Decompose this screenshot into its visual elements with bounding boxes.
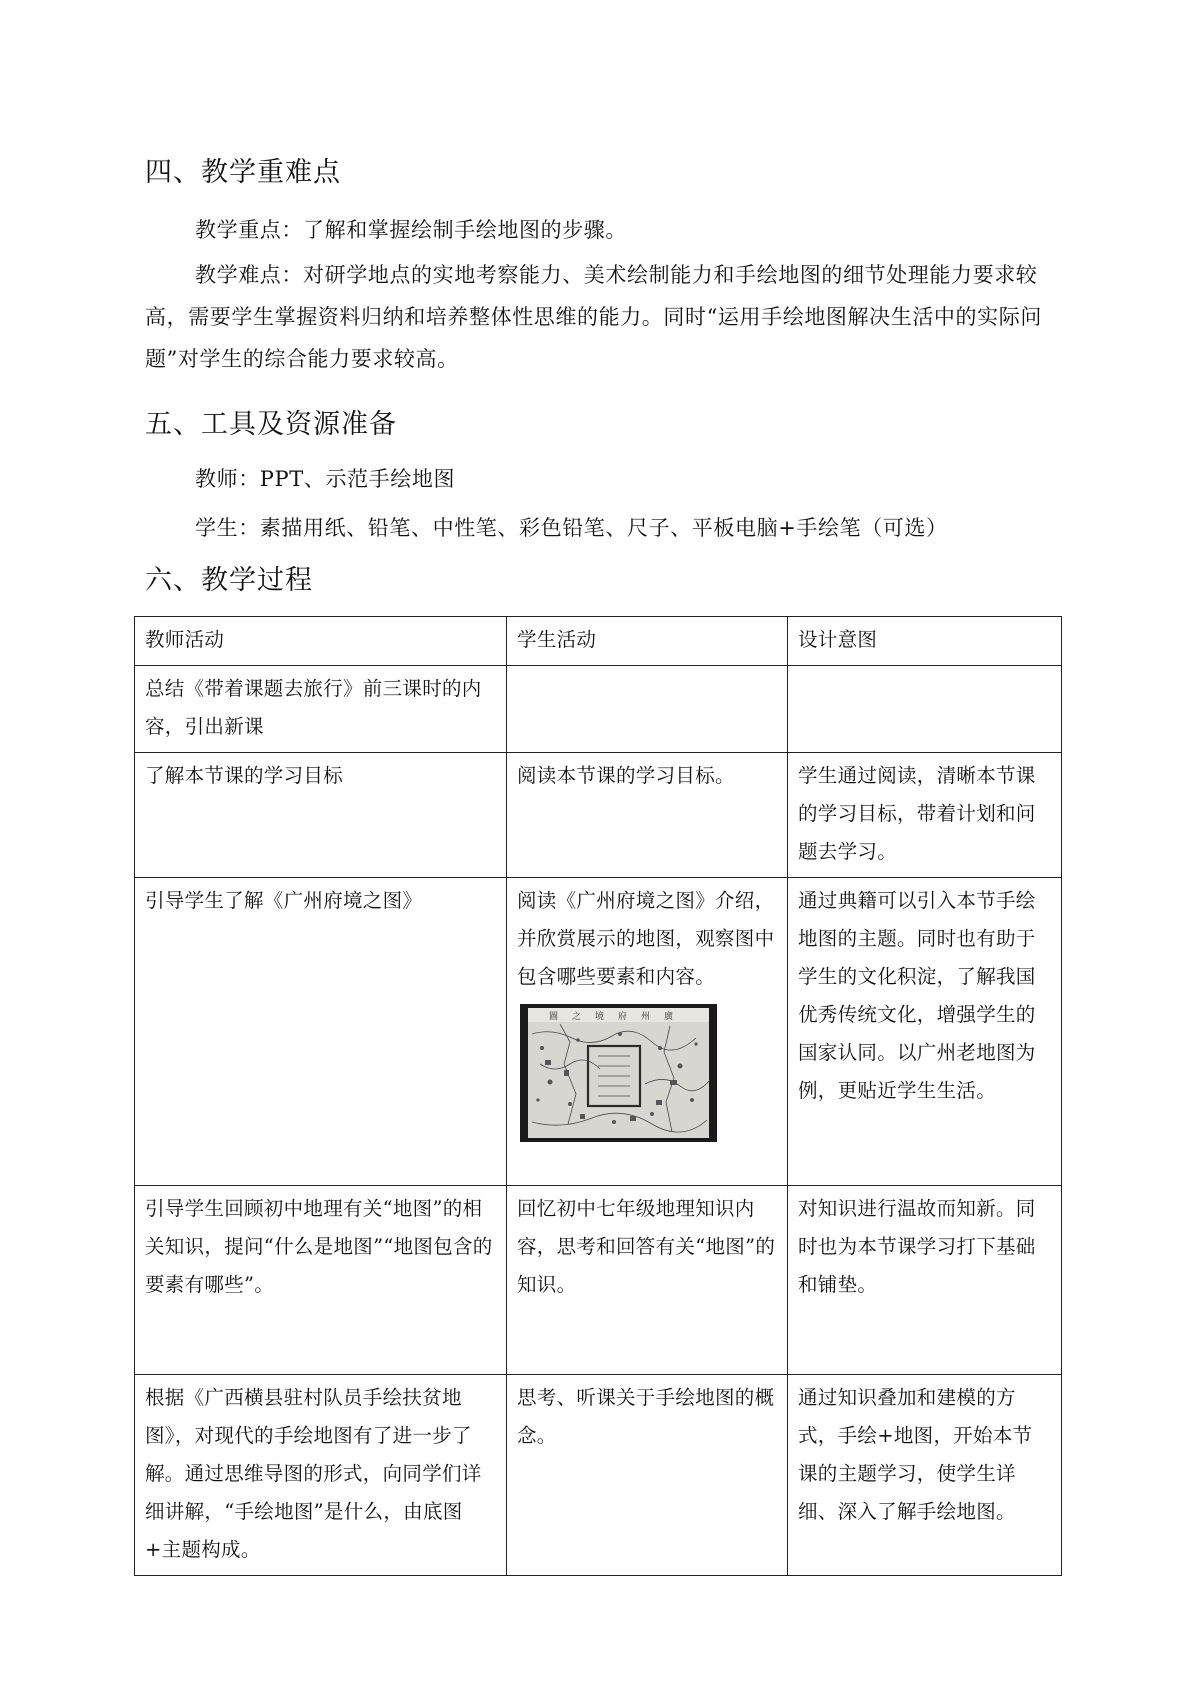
- student-activity-cell: 思考、听课关于手绘地图的概念。: [507, 1375, 788, 1576]
- table-header-row: [135, 617, 1062, 666]
- teacher-tools-paragraph: 教师：PPT、示范手绘地图: [195, 467, 456, 491]
- student-activity-cell: 回忆初中七年级地理知识内容，思考和回答有关“地图”的知识。: [507, 1186, 788, 1375]
- teacher-activity-cell: 引导学生了解《广州府境之图》: [135, 878, 507, 1186]
- teacher-activity-cell: 了解本节课的学习目标: [135, 753, 507, 878]
- section-heading-tools: 五、工具及资源准备: [145, 409, 397, 440]
- section-heading-process: 六、教学过程: [145, 565, 313, 596]
- map-title-strip: [549, 1010, 687, 1022]
- teaching-process-table: [134, 616, 1062, 1576]
- student-tools-paragraph: 学生：素描用纸、铅笔、中性笔、彩色铅笔、尺子、平板电脑+手绘笔（可选）: [195, 516, 948, 540]
- design-intent-cell: 通过知识叠加和建模的方式，手绘+地图，开始本节课的主题学习，使学生详细、深入了解手绘地图。: [788, 1375, 1062, 1576]
- design-intent-cell: [788, 666, 1062, 753]
- difficulty-paragraph: 教学难点：对研学地点的实地考察能力、美术绘制能力和手绘地图的细节处理能力要求较高，需要学生掌握资料归纳和培养整体性思维的能力。同时“运用手绘地图解决生活中的实际问题”对学生的综合能力要求较高。: [145, 263, 1042, 371]
- table-row: [135, 666, 1062, 753]
- design-intent-cell: 对知识进行温故而知新。同时也为本节课学习打下基础和铺垫。: [788, 1186, 1062, 1375]
- header-teacher-activity: 教师活动: [135, 617, 507, 666]
- table-row: [135, 1375, 1062, 1576]
- header-design-intent: 设计意图: [788, 617, 1062, 666]
- map-title-text: 圖之境府州廣: [548, 1012, 688, 1022]
- guangzhou-old-map-image: [520, 1004, 717, 1142]
- student-activity-cell: [507, 666, 788, 753]
- teacher-activity-cell: 根据《广西横县驻村队员手绘扶贫地图》，对现代的手绘地图有了进一步了解。通过思维导图的形式，向同学们详细讲解，“手绘地图”是什么，由底图+主题构成。: [135, 1375, 507, 1576]
- teacher-activity-cell: 总结《带着课题去旅行》前三课时的内容，引出新课: [135, 666, 507, 753]
- key-point-paragraph: 教学重点：了解和掌握绘制手绘地图的步骤。: [195, 218, 627, 242]
- student-activity-text: 阅读《广州府境之图》介绍，并欣赏展示的地图，观察图中包含哪些要素和内容。: [517, 889, 775, 988]
- header-student-activity: 学生活动: [507, 617, 788, 666]
- table-row: [135, 878, 1062, 1186]
- design-intent-cell: 通过典籍可以引入本节手绘地图的主题。同时也有助于学生的文化积淀，了解我国优秀传统文化，增强学生的国家认同。以广州老地图为例，更贴近学生生活。: [788, 878, 1062, 1186]
- student-activity-cell: 阅读本节课的学习目标。: [507, 753, 788, 878]
- table-row: [135, 1186, 1062, 1375]
- section-heading-teaching-focus: 四、教学重难点: [145, 157, 341, 188]
- table-row: [135, 753, 1062, 878]
- teacher-activity-cell: 引导学生回顾初中地理有关“地图”的相关知识，提问“什么是地图”“地图包含的要素有哪些”。: [135, 1186, 507, 1375]
- design-intent-cell: 学生通过阅读，清晰本节课的学习目标，带着计划和问题去学习。: [788, 753, 1062, 878]
- student-activity-cell: [507, 878, 788, 1186]
